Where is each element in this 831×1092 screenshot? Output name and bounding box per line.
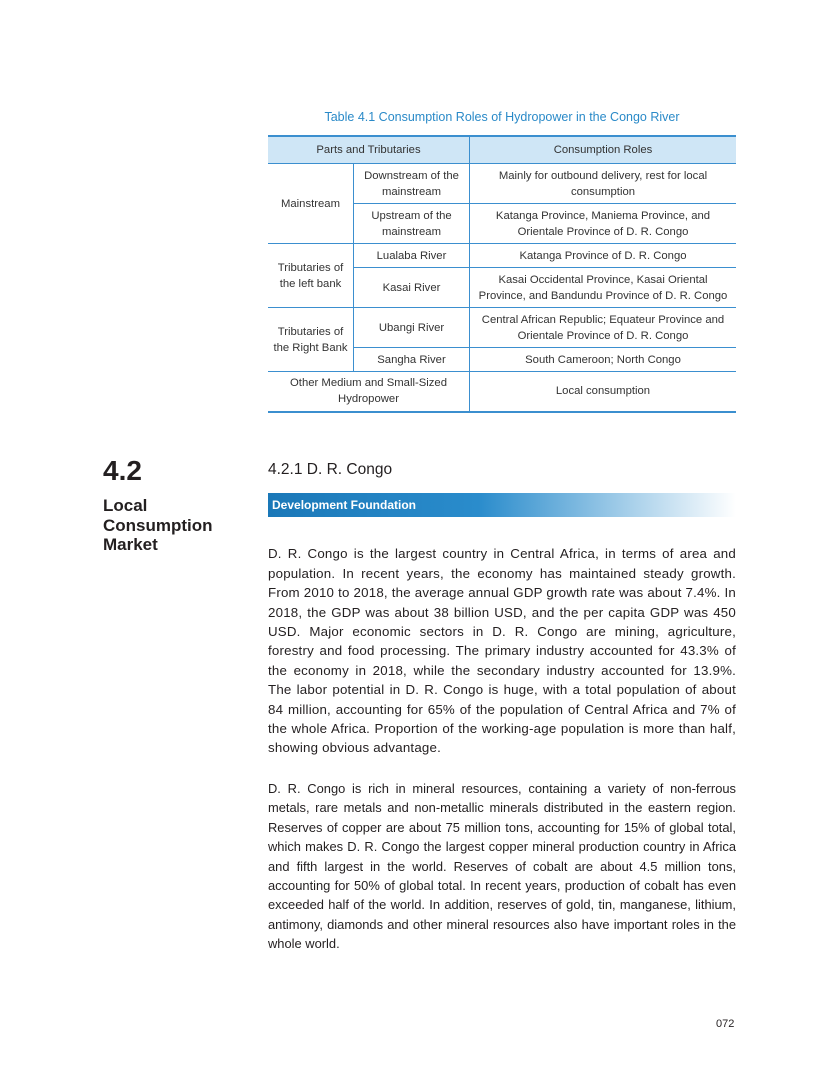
header-parts: Parts and Tributaries (268, 136, 470, 164)
part-cell: Kasai River (354, 268, 470, 308)
table-row (268, 244, 736, 268)
role-cell: Mainly for outbound delivery, rest for local consumption (470, 164, 737, 204)
part-cell: Lualaba River (354, 244, 470, 268)
part-cell: Ubangi River (354, 308, 470, 348)
group-left-bank: Tributaries of the left bank (268, 244, 354, 308)
subsection-title: 4.2.1 D. R. Congo (268, 461, 393, 478)
section-number: 4.2 (103, 455, 142, 486)
header-roles: Consumption Roles (470, 136, 737, 164)
role-cell: Katanga Province of D. R. Congo (470, 244, 737, 268)
hydropower-table (268, 135, 736, 413)
section-title: Local Consumption Market (103, 496, 213, 554)
table-row (268, 164, 736, 204)
group-right-bank: Tributaries of the Right Bank (268, 308, 354, 372)
paragraph-economy: D. R. Congo is the largest country in Central Africa, in terms of area and population. In recent years, the economy has maintained steady growth. From 2010 to 2018, the average annual GDP growth rate was about 7.4%. In 2018, the GDP was about 38 billion USD, and the per capita GDP was 450 USD. Major economic sectors in D. R. Congo are mining, agriculture, forestry and food processing. The primary industry accounted for 43.3% of the economy in 2018, while the secondary industry accounted for 13.9%. The labor potential in D. R. Congo is huge, with a total population of about 84 million, accounting for 65% of the population of Central Africa and 7% of the whole Africa. Proportion of the working-age population is more than half, showing obvious advantage. (268, 546, 736, 756)
table-row (268, 308, 736, 348)
table-header-row (268, 136, 736, 164)
table-row (268, 372, 736, 412)
role-cell: Katanga Province, Maniema Province, and Orientale Province of D. R. Congo (470, 204, 737, 244)
part-cell: Upstream of the mainstream (354, 204, 470, 244)
page-number: 072 (716, 1018, 735, 1030)
role-cell: Central African Republic; Equateur Province and Orientale Province of D. R. Congo (470, 308, 737, 348)
topic-band: Development Foundation (268, 493, 736, 517)
table-caption: Table 4.1 Consumption Roles of Hydropower in the Congo River (324, 110, 680, 124)
part-cell: Sangha River (354, 348, 470, 372)
role-cell: South Cameroon; North Congo (470, 348, 737, 372)
part-cell: Downstream of the mainstream (354, 164, 470, 204)
role-cell: Local consumption (470, 372, 737, 412)
role-cell: Kasai Occidental Province, Kasai Oriental Province, and Bandundu Province of D. R. Congo (470, 268, 737, 308)
paragraph-minerals: D. R. Congo is rich in mineral resources, containing a variety of non-ferrous metals, rare metals and non-metallic minerals distributed in the eastern region. Reserves of copper are about 75 million tons, accounting for 15% of global total, which makes D. R. Congo the largest copper mineral production country in Africa and fifth largest in the world. Reserves of cobalt are about 4.5 million tons, accounting for 50% of global total. In recent years, production of cobalt has even exceeded half of the world. In addition, reserves of gold, tin, manganese, lithium, antimony, diamonds and other mineral resources also have important roles in the whole world. (268, 780, 736, 952)
group-other: Other Medium and Small-Sized Hydropower (268, 372, 470, 412)
group-mainstream: Mainstream (268, 164, 354, 244)
